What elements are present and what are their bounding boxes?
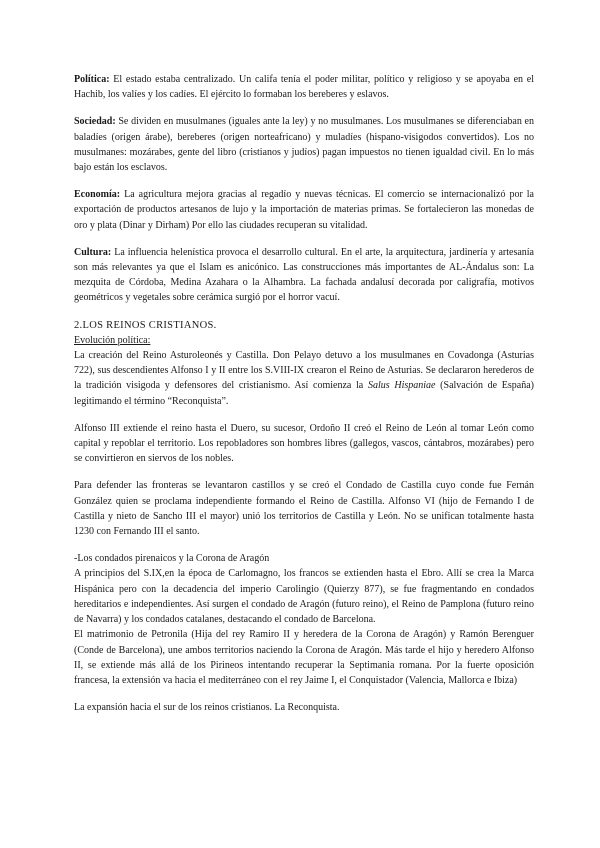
sociedad-text: Se dividen en musulmanes (iguales ante la ley) y no musulmanes. Los musulmanes se diferenciaban en baladíes (origen árabe), bereberes (origen norteafricano) y muladíes (hispano-visigodos convertidos). Los no musulmanes: mozárabes, gente del libro (cristianos y judíos) pagan impuestos no tienen igualdad civil. En lo más bajo están los esclavos.	[74, 116, 534, 174]
p1-italic: Salus Hispaniae	[367, 380, 436, 392]
cultura-label: Cultura:	[74, 246, 112, 258]
section-subtitle: Evolución política:	[74, 334, 151, 346]
economia-text: La agricultura mejora gracias al regadío y nuevas técnicas. El comercio se internacionalizó por la exportación de productos artesanos de lujo y la importación de materias primas. Se fortalecieron las monedas de oro y plata (Dinar y Dirham) Por ello las ciudades recuperan su vitalidad.	[74, 189, 534, 231]
section-title: 2.LOS REINOS CRISTIANOS.	[74, 319, 217, 331]
marca-hispanica-paragraph: A principios del S.IX,en la época de Carlomagno, los francos se extienden hasta el Ebro. Allí se crea la Marca Hispánica pero con la decadencia del imperio Carolingio (Quierzy 877), se fue fragmentando en condados hereditarios e independientes. Así surgen el condado de Aragón (futuro reino), el Reino de Pamplona (futuro reino de Navarra) y los condados catalanes, destacando el condado de Barcelona.	[74, 568, 534, 626]
sociedad-label: Sociedad:	[74, 116, 116, 128]
condados-heading: -Los condados pirenaicos y la Corona de Aragón	[74, 553, 270, 565]
sociedad-paragraph	[74, 114, 534, 175]
economia-label: Economía:	[74, 189, 121, 201]
corona-aragon-paragraph: El matrimonio de Petronila (Hija del rey Ramiro II y heredera de la Corona de Aragón) y Ramón Berenguer (Conde de Barcelona), une ambos territorios naciendo la Corona de Aragón. Más tarde el hijo y heredero Alfonso II, se extiende más allá de los Pirineos intentando recuperar la Septimania romana. Por la fuerte oposición francesa, la extensión va hacia el mediterráneo con el rey Jaime I, el Conquistador (Valencia, Mallorca e Ibiza)	[74, 629, 534, 686]
politica-text: El estado estaba centralizado. Un califa tenía el poder militar, político y religioso y se apoyaba en el Hachib, los valíes y los cadíes. El ejército lo formaban los bereberes y eslavos.	[74, 74, 534, 101]
reconquista-paragraph: La expansión hacia el sur de los reinos cristianos. La Reconquista.	[74, 702, 340, 714]
reino-leon-paragraph: Alfonso III extiende el reino hasta el Duero, su sucesor, Ordoño II creó el Reino de León al tomar León como capital y repoblar el territorio. Los repobladores son hombres libres (gallegos, vascos, cántabros, mozárabes) pero se convirtieron en siervos de los nobles.	[74, 422, 534, 465]
cultura-text: La influencia helenística provoca el desarrollo cultural. En el arte, la arquitectura, jardinería y artesanía son más relevantes ya que el Islam es anicónico. Las construcciones más importantes de AL-Ándalus son: La mezquita de Córdoba, Medina Azahara o la Alhambra. La fachada andalusí decorada por caligrafía, motivos geométricos y vegetales sobre cerámica surgió por el horror vacuí.	[74, 246, 534, 304]
politica-paragraph	[74, 72, 534, 102]
p1-text-b: (Salvación de España) legitimando el término “Reconquista”.	[74, 380, 535, 407]
cultura-paragraph	[74, 245, 534, 306]
reino-asturias-paragraph	[74, 348, 534, 409]
politica-label: Política:	[74, 74, 110, 85]
p1-text-a: La creación del Reino Asturoleonés y Castilla. Don Pelayo detuvo a los musulmanes en Covadonga (Asturias 722), sus descendientes Alfonso I y II entre los S.VIII-IX crearon el Reino de Asturias. Se declararon herederos de la tradición visigoda y defensores del cristianismo. Así comienza la	[74, 350, 534, 392]
economia-paragraph	[74, 187, 534, 233]
castilla-paragraph: Para defender las fronteras se levantaron castillos y se creó el Condado de Castilla cuyo conde fue Fernán González quien se proclama independiente formando el Reino de Castilla. Alfonso VI (hijo de Fernando I de Castilla y nieto de Sancho III el mayor) unió los territorios de Castilla y León. No se unifican totalmente hasta 1230 con Fernando III el santo.	[74, 480, 534, 538]
document-page	[74, 72, 534, 715]
